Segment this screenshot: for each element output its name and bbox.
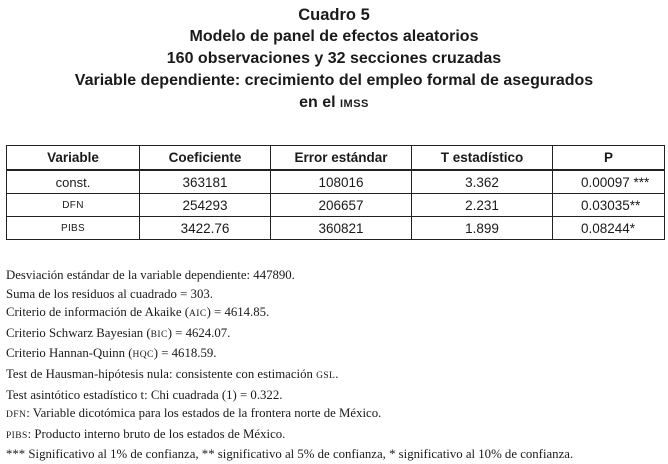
table-observations: 160 observaciones y 32 secciones cruzadas <box>166 50 502 67</box>
table-notes <box>6 266 666 464</box>
table-row <box>7 194 665 217</box>
note-hqc <box>6 344 666 365</box>
note-abbrev: AIC <box>189 309 207 320</box>
note-text: Criterio Schwarz Bayesian ( <box>6 325 151 340</box>
note-aic <box>6 303 666 324</box>
note-hausman <box>6 365 666 386</box>
table-number: Cuadro 5 <box>298 6 370 24</box>
cell-se: 108016 <box>271 170 412 194</box>
header-p: P <box>553 146 665 171</box>
note-text: Criterio Hannan-Quinn ( <box>6 346 133 361</box>
note-abbrev: PIBS <box>6 430 28 441</box>
note-abbrev: BIC <box>150 329 168 340</box>
note-dfn <box>6 404 666 425</box>
header-coeficiente: Coeficiente <box>140 146 271 171</box>
table-title-block <box>0 4 668 115</box>
note-bic <box>6 324 666 345</box>
note-pibs <box>6 425 666 446</box>
cell-p: 0.00097 *** <box>553 170 665 194</box>
note-text: ) = 4614.85. <box>206 305 270 320</box>
note-significance: *** Significativo al 1% de confianza, ** significativo al 5% de confianza, * significativo al 10% de confianza. <box>6 447 574 462</box>
note-text: Criterio de información de Akaike ( <box>6 305 190 320</box>
title-prefix: en el <box>299 94 340 111</box>
note-text: : Variable dicotómica para los estados de la frontera norte de México. <box>26 406 382 421</box>
note-text: : Producto interno bruto de los estados de México. <box>27 426 286 441</box>
note-text: Test de Hausman-hipótesis nula: consistente con estimación <box>6 366 317 381</box>
cell-variable: PIBS <box>7 217 140 240</box>
note-text: . <box>335 366 339 381</box>
cell-se: 206657 <box>271 194 412 217</box>
cell-coef: 363181 <box>140 170 271 194</box>
table-header-row <box>7 146 665 171</box>
table-dependent-variable-cont <box>0 92 668 115</box>
table-row <box>7 170 665 194</box>
title-imss-abbrev: IMSS <box>340 98 369 110</box>
cell-p: 0.08244* <box>553 217 665 240</box>
note-sum-residuals: Suma de los residuos al cuadrado = 303. <box>6 286 213 301</box>
cell-se: 360821 <box>271 217 412 240</box>
note-abbrev: GSL <box>316 370 336 381</box>
header-t-estadistico: T estadístico <box>412 146 553 171</box>
table-title: Modelo de panel de efectos aleatorios <box>189 28 479 45</box>
header-error-estandar: Error estándar <box>271 146 412 171</box>
cell-variable: DFN <box>7 194 140 217</box>
table-row <box>7 217 665 240</box>
cell-p: 0.03035** <box>553 194 665 217</box>
cell-coef: 3422.76 <box>140 217 271 240</box>
note-text: ) = 4624.07. <box>167 325 231 340</box>
cell-t: 2.231 <box>412 194 553 217</box>
note-abbrev: DFN <box>6 410 27 421</box>
cell-coef: 254293 <box>140 194 271 217</box>
note-abbrev: HQC <box>132 350 154 361</box>
results-table <box>6 145 665 240</box>
table-dependent-variable: Variable dependiente: crecimiento del empleo formal de asegurados <box>74 72 594 89</box>
note-text: ) = 4618.59. <box>153 346 217 361</box>
note-std-dev: Desviación estándar de la variable dependiente: 447890. <box>6 268 295 282</box>
header-variable: Variable <box>7 146 140 171</box>
cell-variable: const. <box>7 170 140 194</box>
cell-t: 3.362 <box>412 170 553 194</box>
note-asymptotic-test: Test asintótico estadístico t: Chi cuadrada (1) = 0.322. <box>6 387 283 402</box>
cell-t: 1.899 <box>412 217 553 240</box>
